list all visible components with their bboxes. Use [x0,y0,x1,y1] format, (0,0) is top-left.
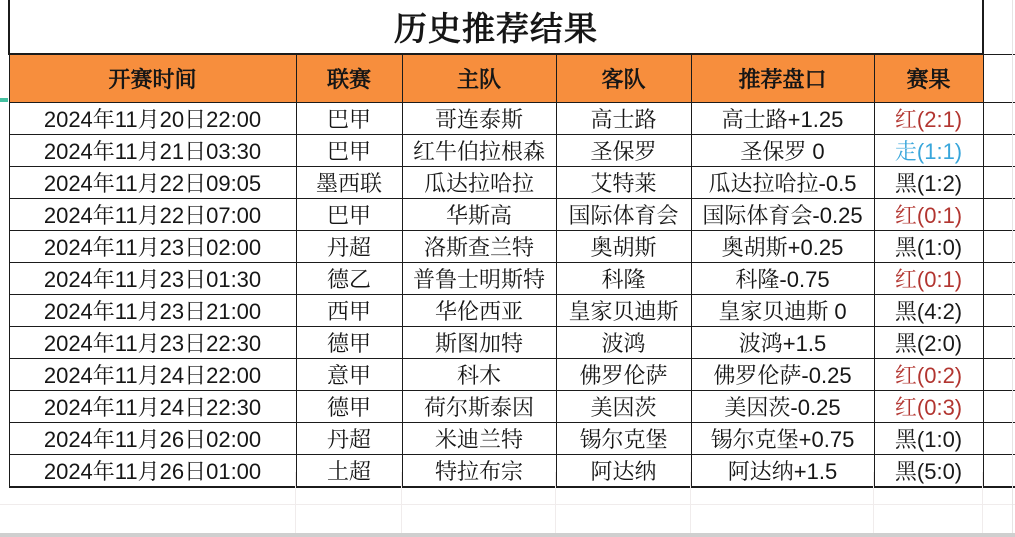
cell-away-team[interactable]: 阿达纳 [556,454,691,487]
cell-league[interactable]: 德甲 [296,390,402,422]
cell-home-team[interactable]: 华斯高 [402,198,556,230]
cell-handicap[interactable]: 佛罗伦萨-0.25 [691,358,874,390]
table-row [9,454,1015,487]
table-row [9,294,1015,326]
empty-cell[interactable] [983,198,1015,230]
cell-league[interactable]: 土超 [296,454,402,487]
cell-league[interactable]: 丹超 [296,422,402,454]
gridline-vertical [555,472,556,533]
cell-league[interactable]: 西甲 [296,294,402,326]
cell-home-team[interactable]: 红牛伯拉根森 [402,134,556,166]
cell-result-win[interactable]: 红(0:2) [874,358,983,390]
table-row [9,326,1015,358]
gridline-vertical [982,472,983,533]
empty-cell[interactable] [983,262,1015,294]
cell-result-loss[interactable]: 黑(2:0) [874,326,983,358]
cell-home-team[interactable]: 荷尔斯泰因 [402,390,556,422]
cell-handicap[interactable]: 皇家贝迪斯 0 [691,294,874,326]
cell-away-team[interactable]: 波鸿 [556,326,691,358]
table-row [9,102,1015,134]
cell-away-team[interactable]: 艾特莱 [556,166,691,198]
cell-result-push[interactable]: 走(1:1) [874,134,983,166]
empty-cell[interactable] [983,358,1015,390]
cell-away-team[interactable]: 奥胡斯 [556,230,691,262]
cell-handicap[interactable]: 阿达纳+1.5 [691,454,874,487]
cell-away-team[interactable]: 国际体育会 [556,198,691,230]
cell-home-team[interactable]: 斯图加特 [402,326,556,358]
empty-cell[interactable] [983,422,1015,454]
cell-home-team[interactable]: 特拉布宗 [402,454,556,487]
header-home-team[interactable]: 主队 [402,54,556,102]
cell-handicap[interactable]: 锡尔克堡+0.75 [691,422,874,454]
table-row [9,390,1015,422]
cell-start-time[interactable]: 2024年11月20日22:00 [9,102,296,134]
cell-league[interactable]: 墨西联 [296,166,402,198]
cell-away-team[interactable]: 皇家贝迪斯 [556,294,691,326]
empty-cell[interactable] [983,230,1015,262]
cell-result-win[interactable]: 红(0:1) [874,262,983,294]
cell-league[interactable]: 丹超 [296,230,402,262]
table-header-row [9,54,1015,102]
cell-start-time[interactable]: 2024年11月24日22:30 [9,390,296,422]
cell-result-loss[interactable]: 黑(5:0) [874,454,983,487]
selection-mark [0,98,8,102]
gridline-vertical [295,472,296,533]
cell-away-team[interactable]: 圣保罗 [556,134,691,166]
cell-start-time[interactable]: 2024年11月23日22:30 [9,326,296,358]
cell-league[interactable]: 巴甲 [296,102,402,134]
gridline-vertical [873,472,874,533]
empty-cell[interactable] [983,134,1015,166]
header-result[interactable]: 赛果 [874,54,983,102]
table-row [9,262,1015,294]
cell-handicap[interactable]: 奥胡斯+0.25 [691,230,874,262]
cell-start-time[interactable]: 2024年11月24日22:00 [9,358,296,390]
cell-handicap[interactable]: 国际体育会-0.25 [691,198,874,230]
gridline-vertical [401,472,402,533]
empty-cell[interactable] [983,326,1015,358]
cell-away-team[interactable]: 科隆 [556,262,691,294]
empty-cell[interactable] [983,390,1015,422]
cell-start-time[interactable]: 2024年11月26日01:00 [9,454,296,487]
header-away-team[interactable]: 客队 [556,54,691,102]
cell-league[interactable]: 巴甲 [296,134,402,166]
cell-result-loss[interactable]: 黑(4:2) [874,294,983,326]
sheet-bottom-edge [0,533,1015,537]
cell-handicap[interactable]: 波鸿+1.5 [691,326,874,358]
empty-cell[interactable] [983,166,1015,198]
cell-handicap[interactable]: 瓜达拉哈拉-0.5 [691,166,874,198]
cell-start-time[interactable]: 2024年11月22日07:00 [9,198,296,230]
cell-start-time[interactable]: 2024年11月21日03:30 [9,134,296,166]
cell-away-team[interactable]: 锡尔克堡 [556,422,691,454]
cell-result-loss[interactable]: 黑(1:2) [874,166,983,198]
empty-cell[interactable] [983,54,1015,102]
table-row [9,358,1015,390]
gridline-vertical [690,472,691,533]
empty-cell[interactable] [983,102,1015,134]
cell-handicap[interactable]: 科隆-0.75 [691,262,874,294]
table-row [9,422,1015,454]
cell-home-team[interactable]: 洛斯查兰特 [402,230,556,262]
header-league[interactable]: 联赛 [296,54,402,102]
header-start-time[interactable]: 开赛时间 [9,54,296,102]
table-row [9,198,1015,230]
cell-handicap[interactable]: 高士路+1.25 [691,102,874,134]
empty-cell[interactable] [983,294,1015,326]
cell-handicap[interactable]: 美因茨-0.25 [691,390,874,422]
cell-start-time[interactable]: 2024年11月23日02:00 [9,230,296,262]
gridline-horizontal [0,504,1015,505]
cell-result-loss[interactable]: 黑(1:0) [874,230,983,262]
cell-away-team[interactable]: 佛罗伦萨 [556,358,691,390]
cell-start-time[interactable]: 2024年11月23日21:00 [9,294,296,326]
cell-league[interactable]: 巴甲 [296,198,402,230]
cell-start-time[interactable]: 2024年11月23日01:30 [9,262,296,294]
cell-start-time[interactable]: 2024年11月26日02:00 [9,422,296,454]
page-title: 历史推荐结果 [9,0,983,54]
cell-league[interactable]: 德甲 [296,326,402,358]
empty-cell[interactable] [983,454,1015,487]
cell-handicap[interactable]: 圣保罗 0 [691,134,874,166]
cell-home-team[interactable]: 普鲁士明斯特 [402,262,556,294]
cell-result-loss[interactable]: 黑(1:0) [874,422,983,454]
cell-result-win[interactable]: 红(0:1) [874,198,983,230]
table-row [9,134,1015,166]
cell-home-team[interactable]: 米迪兰特 [402,422,556,454]
cell-home-team[interactable]: 科木 [402,358,556,390]
title-row [9,0,1015,54]
cell-result-win[interactable]: 红(0:3) [874,390,983,422]
gridline-vertical [1012,0,1013,533]
cell-home-team[interactable]: 哥连泰斯 [402,102,556,134]
results-table [8,0,1015,488]
cell-away-team[interactable]: 美因茨 [556,390,691,422]
table-row [9,166,1015,198]
cell-league[interactable]: 意甲 [296,358,402,390]
header-handicap[interactable]: 推荐盘口 [691,54,874,102]
cell-league[interactable]: 德乙 [296,262,402,294]
cell-start-time[interactable]: 2024年11月22日09:05 [9,166,296,198]
cell-home-team[interactable]: 华伦西亚 [402,294,556,326]
empty-cell[interactable] [983,0,1015,54]
cell-result-win[interactable]: 红(2:1) [874,102,983,134]
cell-home-team[interactable]: 瓜达拉哈拉 [402,166,556,198]
table-row [9,230,1015,262]
cell-away-team[interactable]: 高士路 [556,102,691,134]
